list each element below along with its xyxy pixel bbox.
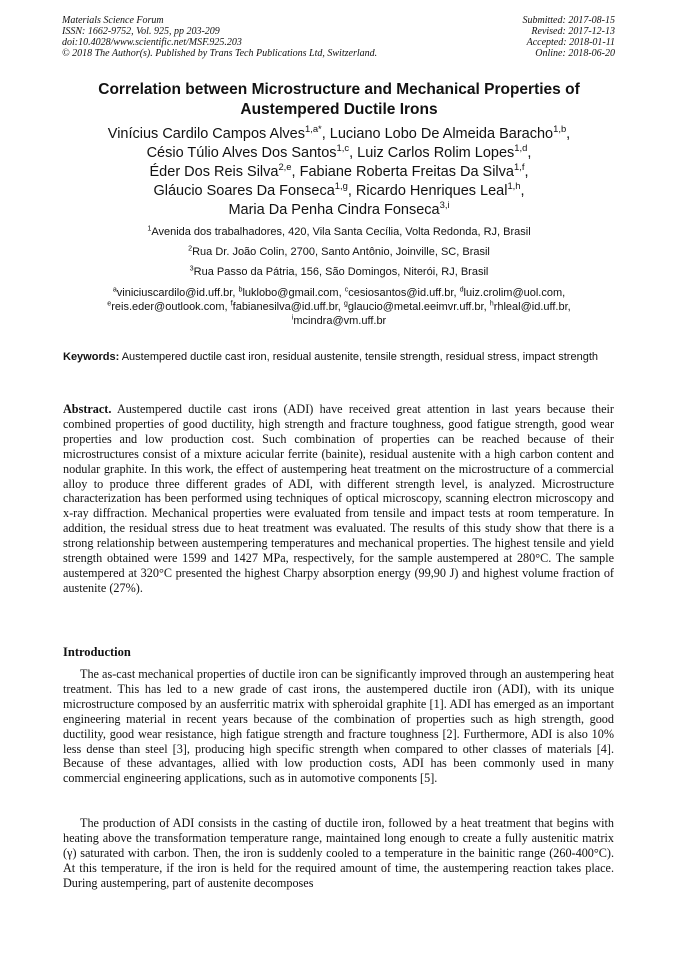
author-name: Gláucio Soares Da Fonseca — [153, 183, 335, 199]
author-line: Gláucio Soares Da Fonseca$^{1,g}$, Ricardo Henriques Leal$^{1,h}$, — [153, 180, 525, 199]
title-line-2: Austempered Ductile Irons — [240, 101, 438, 118]
affiliation-text: Rua Dr. João Colin, 2700, Santo Antônio, Joinville, SC, Brasil — [192, 246, 490, 258]
journal-name: Materials Science Forum — [62, 15, 164, 26]
author-sup: 1,f — [513, 161, 525, 173]
email-link[interactable]: reis.eder@outlook.com — [111, 301, 225, 313]
email-sup: c — [344, 285, 349, 294]
paper-title — [60, 80, 618, 120]
author-sup: 1,c — [336, 142, 350, 154]
email-link[interactable]: fabianesilva@id.uff.br — [232, 301, 338, 313]
title-line-1: Correlation between Microstructure and Mechanical Properties of — [98, 81, 580, 98]
email-line — [50, 314, 628, 328]
affiliation-text: Avenida dos trabalhadores, 420, Vila Santa Cecília, Volta Redonda, RJ, Brasil — [151, 226, 531, 238]
intro-paragraph-2: The production of ADI consists in the casting of ductile iron, followed by a heat treatment that begins with heating above the transformation temperature range, maintained long enough to create a fully austenitic matrix (γ) saturated with carbon. Then, the iron is suddenly cooled to a temperature in the bainitic range (260-400°C). At this temperature, if the iron is held for the required amount of time, the austempering reaction takes place. During austempering, part of austenite decomposes — [63, 816, 614, 890]
journal-doi: doi:10.4028/www.scientific.net/MSF.925.203 — [62, 37, 242, 48]
email-link[interactable]: viniciuscardilo@id.uff.br — [116, 287, 233, 299]
keywords-block — [63, 350, 614, 365]
email-sup: d — [459, 285, 464, 294]
author-sup: 1,d — [514, 142, 528, 154]
author-sup: 3,i — [439, 199, 450, 211]
date-revised: Revised: 2017-12-13 — [531, 26, 615, 37]
email-list — [50, 286, 628, 328]
email-link[interactable]: cesiosantos@id.uff.br — [348, 287, 454, 299]
dates-header — [415, 15, 615, 59]
email-link[interactable]: mcindra@vm.uff.br — [293, 315, 387, 327]
author-sup: 1,b — [553, 123, 567, 135]
author-list — [50, 125, 628, 220]
email-sup: h — [489, 299, 494, 308]
email-sup: g — [343, 299, 348, 308]
email-sup: b — [238, 285, 243, 294]
affiliation-1 — [50, 225, 628, 239]
email-sup: f — [230, 299, 233, 308]
author-name: Vinícius Cardilo Campos Alves — [107, 126, 305, 142]
section-heading-introduction: Introduction — [63, 645, 131, 659]
author-name: Césio Túlio Alves Dos Santos — [146, 145, 337, 161]
keywords-text: Austempered ductile cast iron, residual austenite, tensile strength, residual stress, impact strength — [121, 351, 598, 363]
date-accepted: Accepted: 2018-01-11 — [526, 37, 615, 48]
keywords-label: Keywords: — [63, 351, 120, 363]
email-link[interactable]: luiz.crolim@uol.com — [463, 287, 563, 299]
author-name: Éder Dos Reis Silva — [149, 164, 279, 180]
journal-issn: ISSN: 1662-9752, Vol. 925, pp 203-209 — [62, 26, 220, 37]
author-name: Fabiane Roberta Freitas Da Silva — [299, 164, 514, 180]
email-line: $^e$reis.eder@outlook.com, $^f$fabianesilva@id.uff.br, $^g$glaucio@metal.eeimvr.uff.br, $^h$rhleal@id.uff.br, — [107, 299, 571, 313]
email-sup: a — [112, 285, 117, 294]
affiliation-sup: 3 — [189, 264, 194, 273]
author-name: Luiz Carlos Rolim Lopes — [357, 145, 515, 161]
date-online: Online: 2018-06-20 — [535, 48, 615, 59]
email-link[interactable]: rhleal@id.uff.br — [493, 301, 568, 313]
journal-copyright: © 2018 The Author(s). Published by Trans Tech Publications Ltd, Switzerland. — [62, 48, 378, 59]
email-sup: i — [291, 313, 294, 322]
date-submitted: Submitted: 2017-08-15 — [522, 15, 615, 26]
author-name: Luciano Lobo De Almeida Baracho — [329, 126, 554, 142]
author-line: Vinícius Cardilo Campos Alves$^{1,a*}$, Luciano Lobo De Almeida Baracho$^{1,b}$, — [107, 123, 571, 142]
author-line: Éder Dos Reis Silva$^{2,e}$, Fabiane Roberta Freitas Da Silva$^{1,f}$, — [149, 161, 529, 180]
abstract-label: Abstract. — [63, 402, 112, 416]
abstract-block — [63, 402, 614, 596]
affiliation-2 — [50, 245, 628, 259]
author-sup: 2,e — [278, 161, 292, 173]
affiliation-3 — [50, 265, 628, 279]
author-name: Ricardo Henriques Leal — [355, 183, 508, 199]
intro-paragraph-1: The as-cast mechanical properties of ductile iron can be significantly improved through an austempering heat treatment. This has led to a new grade of cast irons, the austempered ductile iron (ADI), with its unique microstructure composed by an ausferritic matrix with spheroidal graphite [1]. ADI has emerged as an important engineering material in recent years because of the combination of properties such as high strength, good ductility, good wear resistance, high fatigue strength and fracture toughness [2]. Furthermore, ADI is also 10% less dense than steel [3], producing high specific strength when compared to other classes of materials [4]. Because of these advantages, allied with low production costs, ADI has been commonly used in many commercial engineering applications, such as in automotive components [5]. — [63, 667, 614, 786]
abstract-text: Austempered ductile cast irons (ADI) have received great attention in last years because their combined properties of good ductility, high strength and fracture toughness, good fatigue strength, good wear properties and low production cost. Such combination of properties can be reached because of their microstructures consist of a mixture acicular ferrite (bainite), residual austenite with a high carbon content and nodular graphite. In this work, the effect of austempering heat treatment on the microstructure of a commercial alloy to produce three different grades of ADI, with different strength level, is analyzed. Microstructure characterization has been performed using techniques of optical microscopy, scanning electron microscopy and x-ray diffraction. Mechanical properties were evaluated from tensile and impact tests at room temperature. In addition, the residual stress due to heat treatment was evaluated. The results of this study show that there is a strong relationship between austempering temperatures and mechanical properties. The highest tensile and yield strength obtained were 1599 and 1427 MPa, respectively, for the sample austempered at 280°C. The sample austempered at 320°C presented the highest Charpy absorption energy (99,90 J) and highest volume fraction of austenite (27%). — [63, 402, 614, 595]
author-sup: 1,h — [507, 180, 521, 192]
affiliation-sup: 2 — [188, 244, 193, 253]
journal-header — [62, 15, 462, 59]
author-sup: 1,g — [334, 180, 348, 192]
affiliation-sup: 1 — [147, 224, 152, 233]
author-name: Maria Da Penha Cindra Fonseca — [228, 202, 440, 218]
email-link[interactable]: luklobo@gmail.com — [242, 287, 339, 299]
email-link[interactable]: glaucio@metal.eeimvr.uff.br — [347, 301, 484, 313]
author-line — [50, 201, 628, 220]
affiliation-text: Rua Passo da Pátria, 156, São Domingos, Niterói, RJ, Brasil — [193, 266, 489, 278]
author-line: Césio Túlio Alves Dos Santos$^{1,c}$, Luiz Carlos Rolim Lopes$^{1,d}$, — [146, 142, 532, 161]
email-sup: e — [107, 299, 112, 308]
email-line: $^a$viniciuscardilo@id.uff.br, $^b$luklobo@gmail.com, $^c$cesiosantos@id.uff.br, $^d$luiz.crolim@uol.com, — [112, 285, 566, 299]
author-sup: 1,a* — [304, 123, 322, 135]
